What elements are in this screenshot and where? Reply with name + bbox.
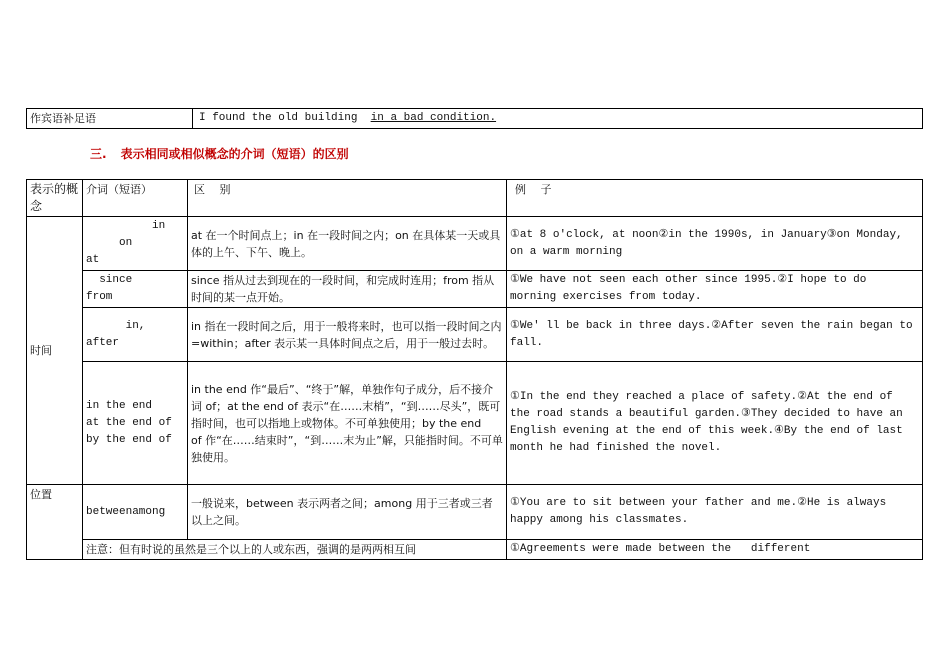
example-cell: ①We have not seen each other since 1995.②I hope to do morning exercises from today. — [507, 271, 923, 308]
table-row — [27, 362, 923, 485]
example-underlined: in a bad condition. — [370, 112, 497, 124]
section-heading — [90, 145, 363, 162]
table-row — [27, 308, 923, 362]
section-title: 表示相同或相似概念的介词（短语）的区别 — [120, 147, 349, 161]
usage-label: 作宾语补足语 — [27, 109, 193, 129]
concept-time: 时间 — [27, 217, 83, 485]
header-concept: 表示的概念 — [27, 180, 83, 217]
prep-cell: in on at — [83, 217, 188, 271]
example-cell: ①In the end they reached a place of safety.②At the end of the road stands a beautiful garden.③They decided to have an English evening at the end of this week.④By the end of last month he had finished the novel. — [507, 362, 923, 485]
concept-position: 位置 — [27, 485, 83, 560]
diff-cell: 一般说来，between 表示两者之间；among 用于三者或三者以上之间。 — [188, 485, 507, 540]
header-diff: 区 别 — [188, 180, 507, 217]
header-example: 例 子 — [507, 180, 923, 217]
usage-example — [193, 109, 923, 129]
table-row — [27, 109, 923, 129]
prep-cell: in the end at the end of by the end of — [83, 362, 188, 485]
diff-cell: in 指在一段时间之后，用于一般将来时，也可以指一段时间之内=within；after 表示某一具体时间点之后，用于一般过去时。 — [188, 308, 507, 362]
note-example-cell: ①Agreements were made between the different — [507, 540, 923, 560]
complement-table — [26, 108, 923, 129]
example-plain: I found the old building — [199, 112, 365, 124]
prep-cell: in, after — [83, 308, 188, 362]
header-row — [27, 180, 923, 217]
diff-cell: at 在一个时间点上；in 在一段时间之内；on 在具体某一天或具体的上午、下午、晚上。 — [188, 217, 507, 271]
table-row — [27, 540, 923, 560]
section-number: 三. — [90, 147, 107, 161]
example-cell: ①at 8 o'clock, at noon②in the 1990s, in January③on Monday, on a warm morning — [507, 217, 923, 271]
example-cell: ①We' ll be back in three days.②After seven the rain began to fall. — [507, 308, 923, 362]
table-row — [27, 271, 923, 308]
diff-cell: since 指从过去到现在的一段时间，和完成时连用；from 指从时间的某一点开始。 — [188, 271, 507, 308]
note-cell: 注意：但有时说的虽然是三个以上的人或东西，强调的是两两相互间 — [83, 540, 507, 560]
header-prep: 介词（短语） — [83, 180, 188, 217]
table-row — [27, 217, 923, 271]
diff-cell: in the end 作“最后”、“终于”解，单独作句子成分，后不接介词 of；at the end of 表示“在……末梢”，“到……尽头”，既可指时间，也可以指地上或物体。不可单独使用；by the end of 作“在……结束时”，“到……末为止”解，只能指时间。不可单独使用。 — [188, 362, 507, 485]
preposition-table — [26, 179, 923, 560]
prep-cell: since from — [83, 271, 188, 308]
prep-cell: betweenamong — [83, 485, 188, 540]
example-cell: ①You are to sit between your father and me.②He is always happy among his classmates. — [507, 485, 923, 540]
table-row — [27, 485, 923, 540]
